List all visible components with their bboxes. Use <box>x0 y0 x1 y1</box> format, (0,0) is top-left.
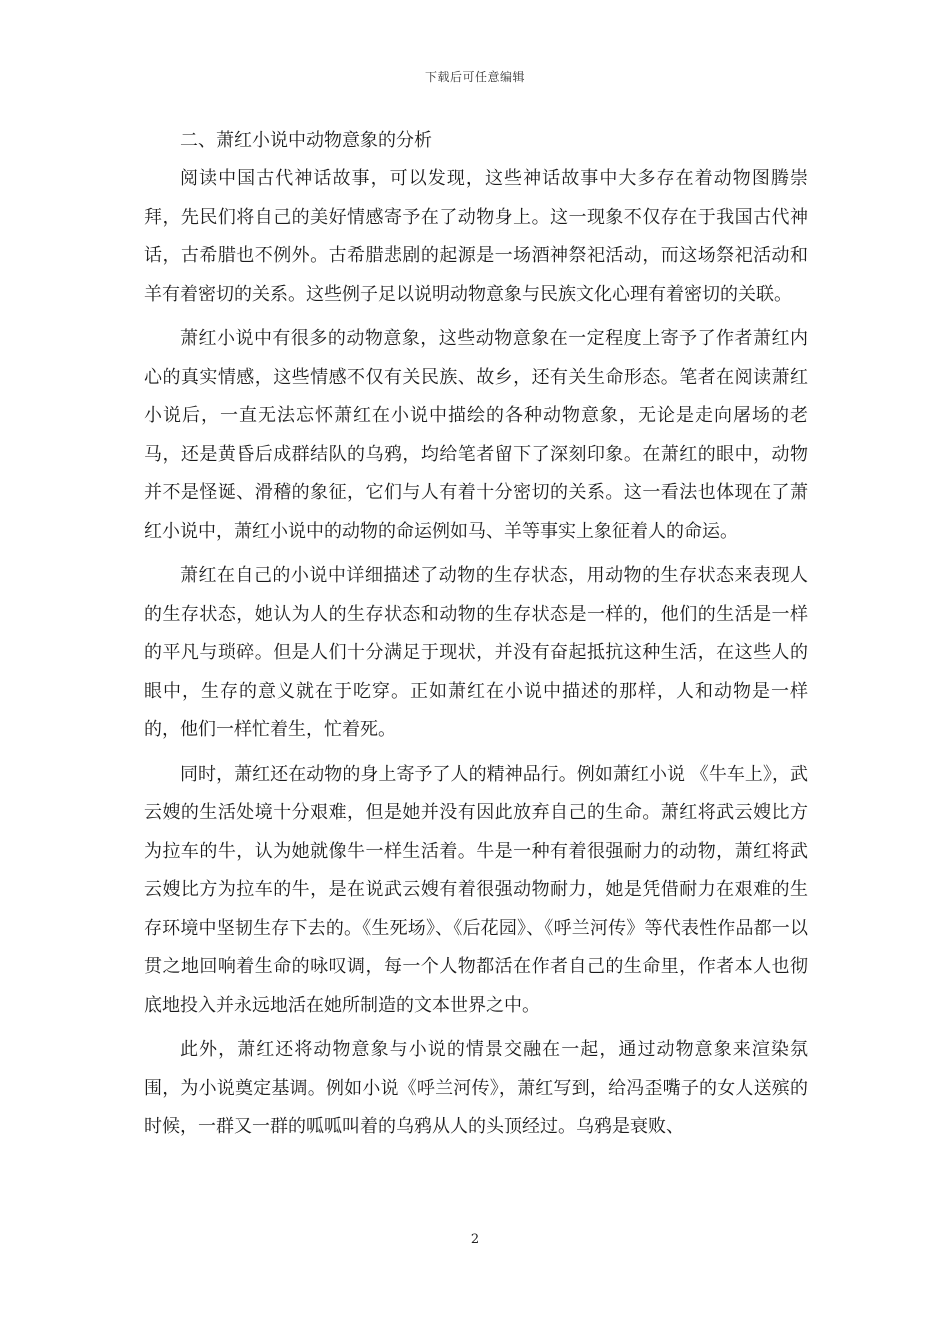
paragraph-3: 萧红在自己的小说中详细描述了动物的生存状态，用动物的生存状态来表现人的生存状态，她认为人的生存状态和动物的生存状态是一样的，他们的生活是一样的平凡与琐碎。但是人们十分满足于现状，并没有奋起抵抗这种生活，在这些人的眼中，生存的意义就在于吃穿。正如萧红在小说中描述的那样，人和动物是一样的，他们一样忙着生，忙着死。 <box>144 565 808 740</box>
page-number: 2 <box>470 1232 480 1247</box>
paragraph-4: 同时，萧红还在动物的身上寄予了人的精神品行。例如萧红小说 《牛车上》，武云嫂的生活处境十分艰难，但是她并没有因此放弃自己的生命。萧红将武云嫂比方为拉车的牛，认为她就像牛一样生活着。牛是一种有着很强耐力的动物，萧红将武云嫂比方为拉车的牛，是在说武云嫂有着很强动物耐力，她是凭借耐力在艰难的生存环境中坚韧生存下去的。《生死场》、《后花园》、《呼兰河传》等代表性作品都一以贯之地回响着生命的咏叹调，每一个人物都活在作者自己的生命里，作者本人也彻底地投入并永远地活在她所制造的文本世界之中。 <box>144 763 808 1016</box>
paragraph-5: 此外，萧红还将动物意象与小说的情景交融在一起，通过动物意象来渲染氛围，为小说奠定基调。例如小说《呼兰河传》，萧红写到，给冯歪嘴子的女人送殡的时候，一群又一群的呱呱叫着的乌鸦从人的头顶经过。乌鸦是衰败、 <box>144 1039 808 1137</box>
paragraph-1: 阅读中国古代神话故事，可以发现，这些神话故事中大多存在着动物图腾崇拜，先民们将自己的美好情感寄予在了动物身上。这一现象不仅存在于我国古代神话，古希腊也不例外。古希腊悲剧的起源是一场酒神祭祀活动，而这场祭祀活动和羊有着密切的关系。这些例子足以说明动物意象与民族文化心理有着密切的关联。 <box>144 168 808 305</box>
section-title: 二、萧红小说中动物意象的分析 <box>180 130 432 151</box>
document-body <box>144 122 808 1147</box>
paragraph-2: 萧红小说中有很多的动物意象，这些动物意象在一定程度上寄予了作者萧红内心的真实情感，这些情感不仅有关民族、故乡，还有关生命形态。笔者在阅读萧红小说后，一直无法忘怀萧红在小说中描绘的各种动物意象，无论是走向屠场的老马，还是黄昏后成群结队的乌鸦，均给笔者留下了深刻印象。在萧红的眼中，动物并不是怪诞、滑稽的象征，它们与人有着十分密切的关系。这一看法也体现在了萧红小说中，萧红小说中的动物的命运例如马、羊等事实上象征着人的命运。 <box>144 328 808 542</box>
page-header: 下载后可任意编辑 <box>424 70 525 84</box>
